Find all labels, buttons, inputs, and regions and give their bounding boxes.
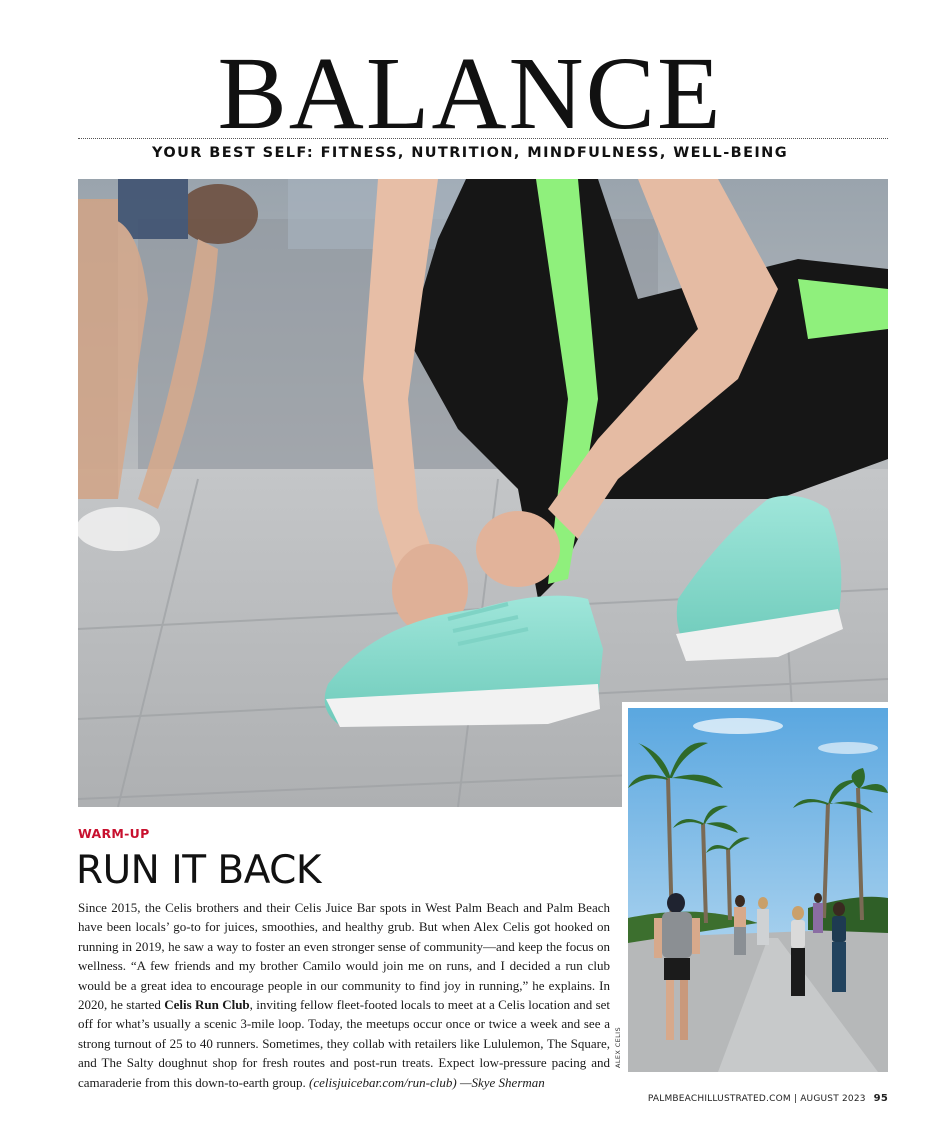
club-name: Celis Run Club [164,997,250,1013]
inset-photo [622,702,888,1072]
section-tagline: YOUR BEST SELF: FITNESS, NUTRITION, MINDFULNESS, WELL-BEING [152,145,788,161]
page-footer [648,1093,888,1104]
body-text-part2: , inviting fellow fleet-footed locals to meet at a Celis location and set off for what’s usually a scenic 3-mile loop. Today, the meetups occur once or twice a week and see a strong turnout of 25 to 40 runners. Sometimes, they collab with retailers like Lululemon, The Square, and The Salty doughnut shop for fresh routes and post-run treats. Expect low-pressure pacing and camaraderie from this down-to-earth group. [78,997,611,1090]
article-body [78,898,610,1092]
footer-separator: | [790,1094,801,1104]
author-byline: —Skye Sherman [456,1074,545,1090]
body-text-part1: Since 2015, the Celis brothers and their Celis Juice Bar spots in West Palm Beach and Palm Beach have been locals’ go-to for juices, smoothies, and healthy grub. But when Alex Celis got hooked on running in 2019, he saw a way to foster an even stronger sense of community—and keep the focus on wellness. “A few friends and my brother Camilo would join me on runs, and I decided a run club would be a great idea to encourage people in our community to find joy in running,” he explains. In 2020, he started [78,900,610,1013]
article-kicker: WARM-UP [78,826,150,841]
footer-issue: AUGUST 2023 [800,1094,866,1104]
masthead-divider [78,138,888,139]
website-link[interactable]: (celisjuicebar.com/run-club) [309,1074,457,1090]
section-title: BALANCE [217,36,723,151]
footer-site: PALMBEACHILLUSTRATED.COM [647,1094,791,1104]
runners-on-palm-road-illustration [628,708,888,1072]
photo-credit: ALEX CELIS [614,1026,622,1068]
article-headline: RUN IT BACK [76,848,321,893]
page-number: 95 [873,1093,888,1104]
